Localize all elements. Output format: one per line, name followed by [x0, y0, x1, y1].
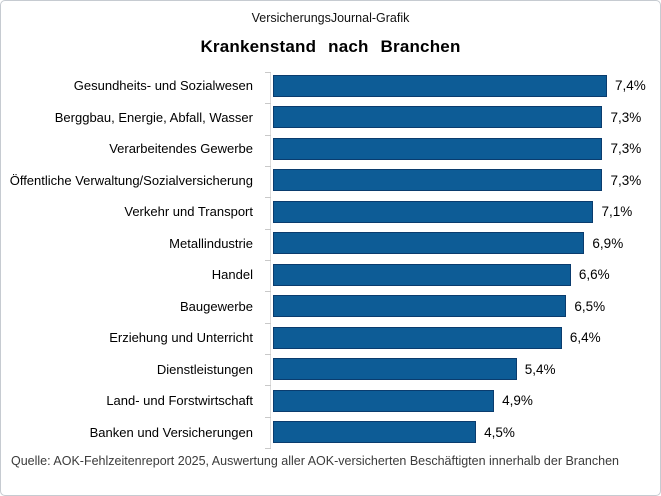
bar-chart	[1, 70, 660, 448]
chart-row	[1, 291, 660, 323]
bar	[273, 295, 566, 317]
category-label: Öffentliche Verwaltung/Sozialversicherung	[9, 172, 253, 188]
category-label: Verkehr und Transport	[124, 204, 253, 220]
bar	[273, 169, 602, 191]
category-label: Metallindustrie	[169, 235, 253, 251]
value-label: 4,5%	[484, 424, 515, 440]
bar	[273, 327, 562, 349]
chart-row	[1, 322, 660, 354]
category-label: Handel	[211, 267, 253, 283]
bar	[273, 390, 494, 412]
axis-tick	[265, 448, 271, 449]
chart-row	[1, 102, 660, 134]
chart-row	[1, 196, 660, 228]
category-label: Gesundheits- und Sozialwesen	[73, 78, 253, 94]
category-label: Dienstleistungen	[156, 361, 253, 377]
chart-rows	[1, 70, 660, 448]
bar	[273, 106, 602, 128]
category-label: Berggbau, Energie, Abfall, Wasser	[54, 109, 253, 125]
category-label: Banken und Versicherungen	[89, 424, 253, 440]
value-label: 5,4%	[524, 361, 556, 377]
chart-row	[1, 228, 660, 260]
chart-row	[1, 133, 660, 165]
value-label: 6,4%	[569, 330, 601, 346]
chart-title: Krankenstand nach Branchen	[200, 37, 461, 56]
bar	[273, 358, 517, 380]
category-label: Verarbeitendes Gewerbe	[109, 141, 253, 157]
chart-row	[1, 259, 660, 291]
source-note: Quelle: AOK-Fehlzeitenreport 2025, Auswertung aller AOK-versicherten Beschäftigten innerhalb der Branchen	[11, 454, 619, 468]
value-label: 7,3%	[610, 172, 642, 188]
chart-row	[1, 385, 660, 417]
bar	[273, 232, 584, 254]
bar	[273, 201, 593, 223]
chart-row	[1, 70, 660, 102]
value-label: 7,3%	[610, 141, 642, 157]
value-label: 7,1%	[601, 204, 633, 220]
value-label: 6,6%	[578, 267, 610, 283]
chart-row	[1, 417, 660, 449]
category-label: Land- und Forstwirtschaft	[106, 393, 253, 409]
bar	[273, 75, 607, 97]
publisher-label: VersicherungsJournal-Grafik	[251, 11, 410, 25]
category-label: Baugewerbe	[180, 298, 253, 314]
value-label: 4,9%	[502, 393, 533, 409]
value-label: 6,9%	[592, 235, 624, 251]
bar	[273, 421, 476, 443]
chart-row	[1, 165, 660, 197]
value-label: 7,4%	[615, 78, 646, 94]
category-label: Erziehung und Unterricht	[109, 330, 253, 346]
chart-row	[1, 354, 660, 386]
bar	[273, 138, 602, 160]
value-label: 6,5%	[574, 298, 606, 314]
value-label: 7,3%	[610, 109, 642, 125]
bar	[273, 264, 571, 286]
